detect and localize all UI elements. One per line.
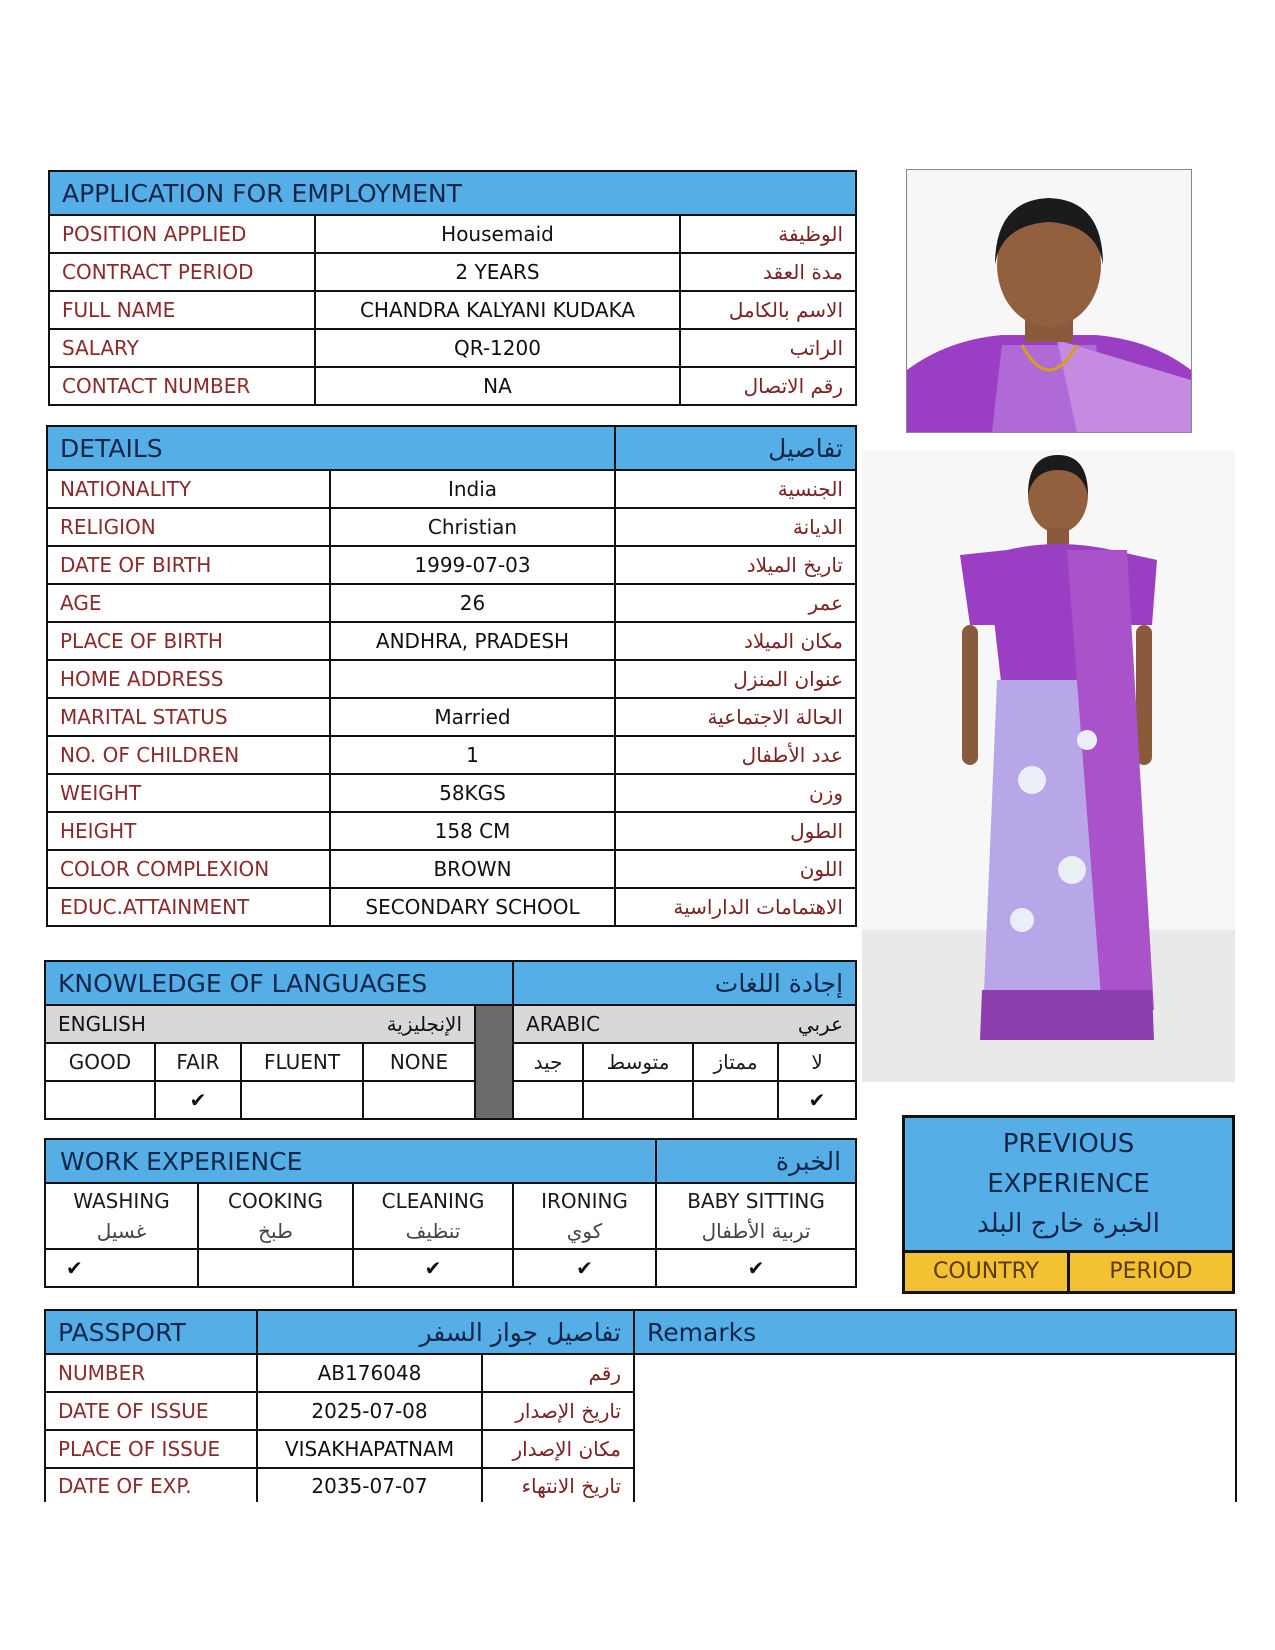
table-row — [47, 660, 856, 698]
arabic-fair-check — [583, 1081, 693, 1119]
arabic-level-excellent: ممتاز — [693, 1043, 778, 1081]
previous-experience-title — [905, 1118, 1232, 1250]
experience-label: EXPERIENCE — [987, 1169, 1150, 1199]
remarks-title: Remarks — [634, 1310, 1236, 1354]
cooking-check — [198, 1249, 353, 1287]
expiry-value: 2035-07-07 — [257, 1468, 482, 1502]
arabic-level-good: جيد — [513, 1043, 583, 1081]
languages-table — [44, 960, 857, 1120]
row-label: NO. OF CHILDREN — [47, 736, 330, 774]
cleaning-check: ✔ — [353, 1249, 513, 1287]
work-title: WORK EXPERIENCE — [45, 1139, 656, 1183]
row-label: WEIGHT — [47, 774, 330, 812]
row-label: RELIGION — [47, 508, 330, 546]
position-value: Housemaid — [315, 215, 680, 253]
row-value — [330, 660, 615, 698]
issue-place-arabic: مكان الإصدار — [482, 1430, 634, 1468]
baby-sitting-check: ✔ — [656, 1249, 856, 1287]
row-value: BROWN — [330, 850, 615, 888]
skill-cooking — [198, 1183, 353, 1249]
skill-label: WASHING — [73, 1189, 170, 1213]
english-level-fluent: FLUENT — [241, 1043, 363, 1081]
row-arabic: الجنسية — [615, 470, 856, 508]
table-row — [47, 698, 856, 736]
english-level-none: NONE — [363, 1043, 475, 1081]
table-row — [47, 584, 856, 622]
row-arabic: الديانة — [615, 508, 856, 546]
salary-arabic: الراتب — [680, 329, 856, 367]
work-experience-table — [44, 1138, 857, 1288]
row-arabic: وزن — [615, 774, 856, 812]
table-row — [49, 367, 856, 405]
previous-label: PREVIOUS — [1002, 1129, 1135, 1159]
name-value: CHANDRA KALYANI KUDAKA — [315, 291, 680, 329]
table-row — [47, 850, 856, 888]
skill-label: BABY SITTING — [687, 1189, 825, 1213]
work-title-arabic: الخبرة — [656, 1139, 856, 1183]
skill-label-arabic: كوي — [566, 1219, 603, 1243]
english-none-check — [363, 1081, 475, 1119]
expiry-arabic: تاريخ الانتهاء — [482, 1468, 634, 1502]
table-row — [49, 329, 856, 367]
row-value: 1 — [330, 736, 615, 774]
details-title: DETAILS — [47, 426, 615, 470]
arabic-level-fair: متوسط — [583, 1043, 693, 1081]
row-label: HEIGHT — [47, 812, 330, 850]
remarks-area — [634, 1354, 1236, 1502]
passport-title-arabic: تفاصيل جواز السفر — [257, 1310, 634, 1354]
row-label: AGE — [47, 584, 330, 622]
skill-label: IRONING — [541, 1189, 628, 1213]
details-title-arabic: تفاصيل — [615, 426, 856, 470]
table-row — [47, 470, 856, 508]
contact-arabic: رقم الاتصال — [680, 367, 856, 405]
english-fluent-check — [241, 1081, 363, 1119]
skill-label: COOKING — [228, 1189, 323, 1213]
row-arabic: اللون — [615, 850, 856, 888]
row-arabic: الطول — [615, 812, 856, 850]
row-arabic: مكان الميلاد — [615, 622, 856, 660]
table-row — [49, 253, 856, 291]
expiry-label: DATE OF EXP. — [45, 1468, 257, 1502]
application-table — [48, 170, 857, 406]
table-row — [47, 736, 856, 774]
row-value: ANDHRA, PRADESH — [330, 622, 615, 660]
table-row — [47, 546, 856, 584]
full-body-illustration — [862, 450, 1235, 1082]
position-arabic: الوظيفة — [680, 215, 856, 253]
skill-label: CLEANING — [381, 1189, 485, 1213]
issue-date-label: DATE OF ISSUE — [45, 1392, 257, 1430]
skill-label-arabic: طبخ — [258, 1219, 293, 1243]
row-arabic: عنوان المنزل — [615, 660, 856, 698]
row-arabic: عدد الأطفال — [615, 736, 856, 774]
row-label: HOME ADDRESS — [47, 660, 330, 698]
table-row — [49, 291, 856, 329]
table-row — [47, 622, 856, 660]
skill-label-arabic: غسيل — [96, 1219, 147, 1243]
arabic-level-none: لا — [778, 1043, 856, 1081]
period-header: PERIOD — [1067, 1253, 1232, 1291]
position-label: POSITION APPLIED — [49, 215, 315, 253]
table-row — [47, 774, 856, 812]
table-row — [49, 215, 856, 253]
contract-label: CONTRACT PERIOD — [49, 253, 315, 291]
row-value: 58KGS — [330, 774, 615, 812]
details-table — [46, 425, 857, 927]
language-divider — [475, 1005, 513, 1119]
passport-title: PASSPORT — [45, 1310, 257, 1354]
skill-label-arabic: تربية الأطفال — [701, 1219, 811, 1243]
table-row — [47, 888, 856, 926]
arabic-excellent-check — [693, 1081, 778, 1119]
salary-label: SALARY — [49, 329, 315, 367]
skill-washing — [45, 1183, 198, 1249]
table-row — [47, 508, 856, 546]
issue-place-value: VISAKHAPATNAM — [257, 1430, 482, 1468]
row-label: EDUC.ATTAINMENT — [47, 888, 330, 926]
english-good-check — [45, 1081, 155, 1119]
arabic-none-check: ✔ — [778, 1081, 856, 1119]
passport-number-label: NUMBER — [45, 1354, 257, 1392]
languages-title-arabic: إجادة اللغات — [513, 961, 856, 1005]
full-body-photo — [862, 450, 1235, 1082]
name-label: FULL NAME — [49, 291, 315, 329]
name-arabic: الاسم بالكامل — [680, 291, 856, 329]
skill-baby-sitting — [656, 1183, 856, 1249]
row-value: 26 — [330, 584, 615, 622]
washing-check: ✔ — [45, 1249, 198, 1287]
row-arabic: عمر — [615, 584, 856, 622]
languages-title: KNOWLEDGE OF LANGUAGES — [45, 961, 513, 1005]
row-label: DATE OF BIRTH — [47, 546, 330, 584]
portrait-photo — [906, 169, 1192, 433]
english-level-good: GOOD — [45, 1043, 155, 1081]
table-row — [47, 812, 856, 850]
ironing-check: ✔ — [513, 1249, 656, 1287]
english-fair-check: ✔ — [155, 1081, 241, 1119]
row-value: 158 CM — [330, 812, 615, 850]
portrait-illustration — [907, 170, 1191, 432]
skill-ironing — [513, 1183, 656, 1249]
contract-value: 2 YEARS — [315, 253, 680, 291]
issue-place-label: PLACE OF ISSUE — [45, 1430, 257, 1468]
row-value: Married — [330, 698, 615, 736]
arabic-label-arabic: عربي — [693, 1005, 856, 1043]
english-label: ENGLISH — [45, 1005, 241, 1043]
row-value: Christian — [330, 508, 615, 546]
skill-cleaning — [353, 1183, 513, 1249]
country-header: COUNTRY — [933, 1259, 1039, 1284]
previous-experience-arabic: الخبرة خارج البلد — [977, 1209, 1160, 1239]
row-arabic: تاريخ الميلاد — [615, 546, 856, 584]
previous-experience-header-row — [905, 1250, 1232, 1291]
row-label: NATIONALITY — [47, 470, 330, 508]
row-arabic: الحالة الاجتماعية — [615, 698, 856, 736]
row-value: 1999-07-03 — [330, 546, 615, 584]
previous-experience-box — [902, 1115, 1235, 1294]
application-title: APPLICATION FOR EMPLOYMENT — [49, 171, 856, 215]
english-level-fair: FAIR — [155, 1043, 241, 1081]
passport-number-arabic: رقم — [482, 1354, 634, 1392]
salary-value: QR-1200 — [315, 329, 680, 367]
table-row — [45, 1354, 1236, 1392]
row-label: COLOR COMPLEXION — [47, 850, 330, 888]
passport-number-value: AB176048 — [257, 1354, 482, 1392]
arabic-label: ARABIC — [513, 1005, 693, 1043]
english-label-arabic: الإنجليزية — [241, 1005, 475, 1043]
passport-table — [44, 1309, 1237, 1502]
arabic-good-check — [513, 1081, 583, 1119]
row-arabic: الاهتمامات الداراسية — [615, 888, 856, 926]
row-label: PLACE OF BIRTH — [47, 622, 330, 660]
issue-date-arabic: تاريخ الإصدار — [482, 1392, 634, 1430]
contract-arabic: مدة العقد — [680, 253, 856, 291]
row-value: India — [330, 470, 615, 508]
issue-date-value: 2025-07-08 — [257, 1392, 482, 1430]
contact-value: NA — [315, 367, 680, 405]
contact-label: CONTACT NUMBER — [49, 367, 315, 405]
skill-label-arabic: تنظيف — [405, 1219, 461, 1243]
row-label: MARITAL STATUS — [47, 698, 330, 736]
row-value: SECONDARY SCHOOL — [330, 888, 615, 926]
